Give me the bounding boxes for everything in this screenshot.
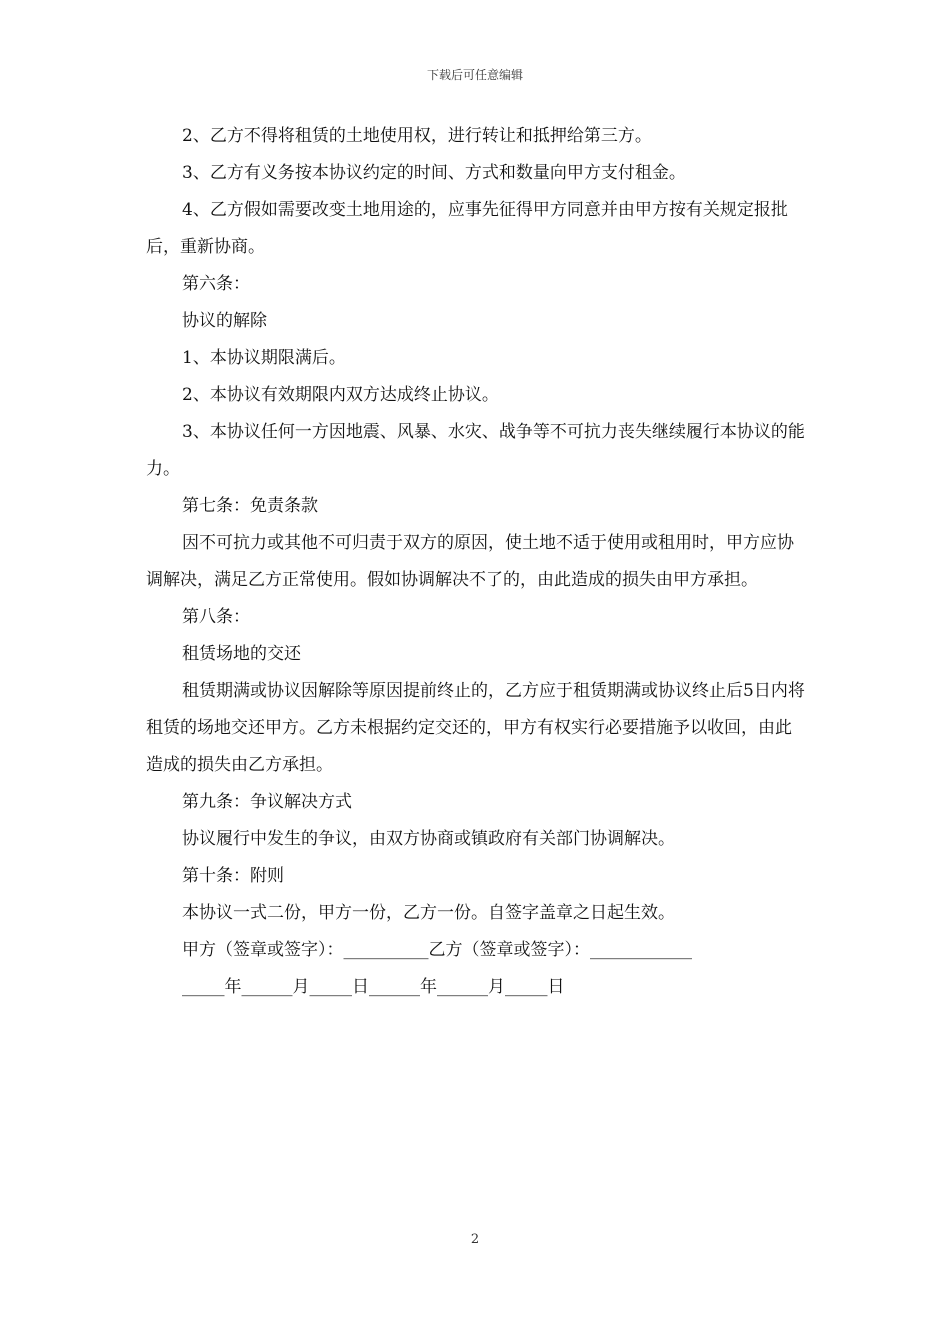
clause-paragraph: 2、本协议有效期限内双方达成终止协议。 bbox=[182, 385, 499, 405]
clause-paragraph: 因不可抗力或其他不可归责于双方的原因，使土地不适于使用或租用时，甲方应协调解决，满足乙方正常使用。假如协调解决不了的，由此造成的损失由甲方承担。 bbox=[146, 533, 794, 590]
clause-paragraph: 2、乙方不得将租赁的土地使用权，进行转让和抵押给第三方。 bbox=[182, 126, 652, 146]
clause-paragraph: 协议履行中发生的争议，由双方协商或镇政府有关部门协调解决。 bbox=[182, 829, 675, 849]
clause-paragraph: 租赁期满或协议因解除等原因提前终止的，乙方应于租赁期满或协议终止后5日内将租赁的场地交还甲方。乙方未根据约定交还的，甲方有权实行必要措施予以收回，由此造成的损失由乙方承担。 bbox=[146, 681, 805, 775]
article-title: 租赁场地的交还 bbox=[182, 644, 301, 664]
clause-paragraph: 4、乙方假如需要改变土地用途的，应事先征得甲方同意并由甲方按有关规定报批后，重新协商。 bbox=[146, 200, 788, 257]
article-heading: 第七条：免责条款 bbox=[182, 496, 318, 516]
signature-line: 甲方（签章或签字）：__________乙方（签章或签字）：____________ bbox=[182, 940, 692, 960]
article-title: 协议的解除 bbox=[182, 311, 267, 331]
clause-paragraph: 3、本协议任何一方因地震、风暴、水灾、战争等不可抗力丧失继续履行本协议的能力。 bbox=[146, 422, 805, 479]
clause-paragraph: 本协议一式二份，甲方一份，乙方一份。自签字盖章之日起生效。 bbox=[182, 903, 675, 923]
clause-paragraph: 3、乙方有义务按本协议约定的时间、方式和数量向甲方支付租金。 bbox=[182, 163, 686, 183]
clause-paragraph: 1、本协议期限满后。 bbox=[182, 348, 346, 368]
article-heading: 第十条：附则 bbox=[182, 866, 284, 886]
article-heading: 第九条：争议解决方式 bbox=[182, 792, 352, 812]
signature-date-line: _____年______月_____日______年______月_____日 bbox=[182, 977, 565, 997]
page-header: 下载后可任意编辑 bbox=[426, 68, 523, 82]
article-heading: 第八条： bbox=[182, 607, 250, 627]
document-body bbox=[146, 118, 806, 1006]
article-heading: 第六条： bbox=[182, 274, 250, 294]
page-number: 2 bbox=[470, 1232, 480, 1247]
